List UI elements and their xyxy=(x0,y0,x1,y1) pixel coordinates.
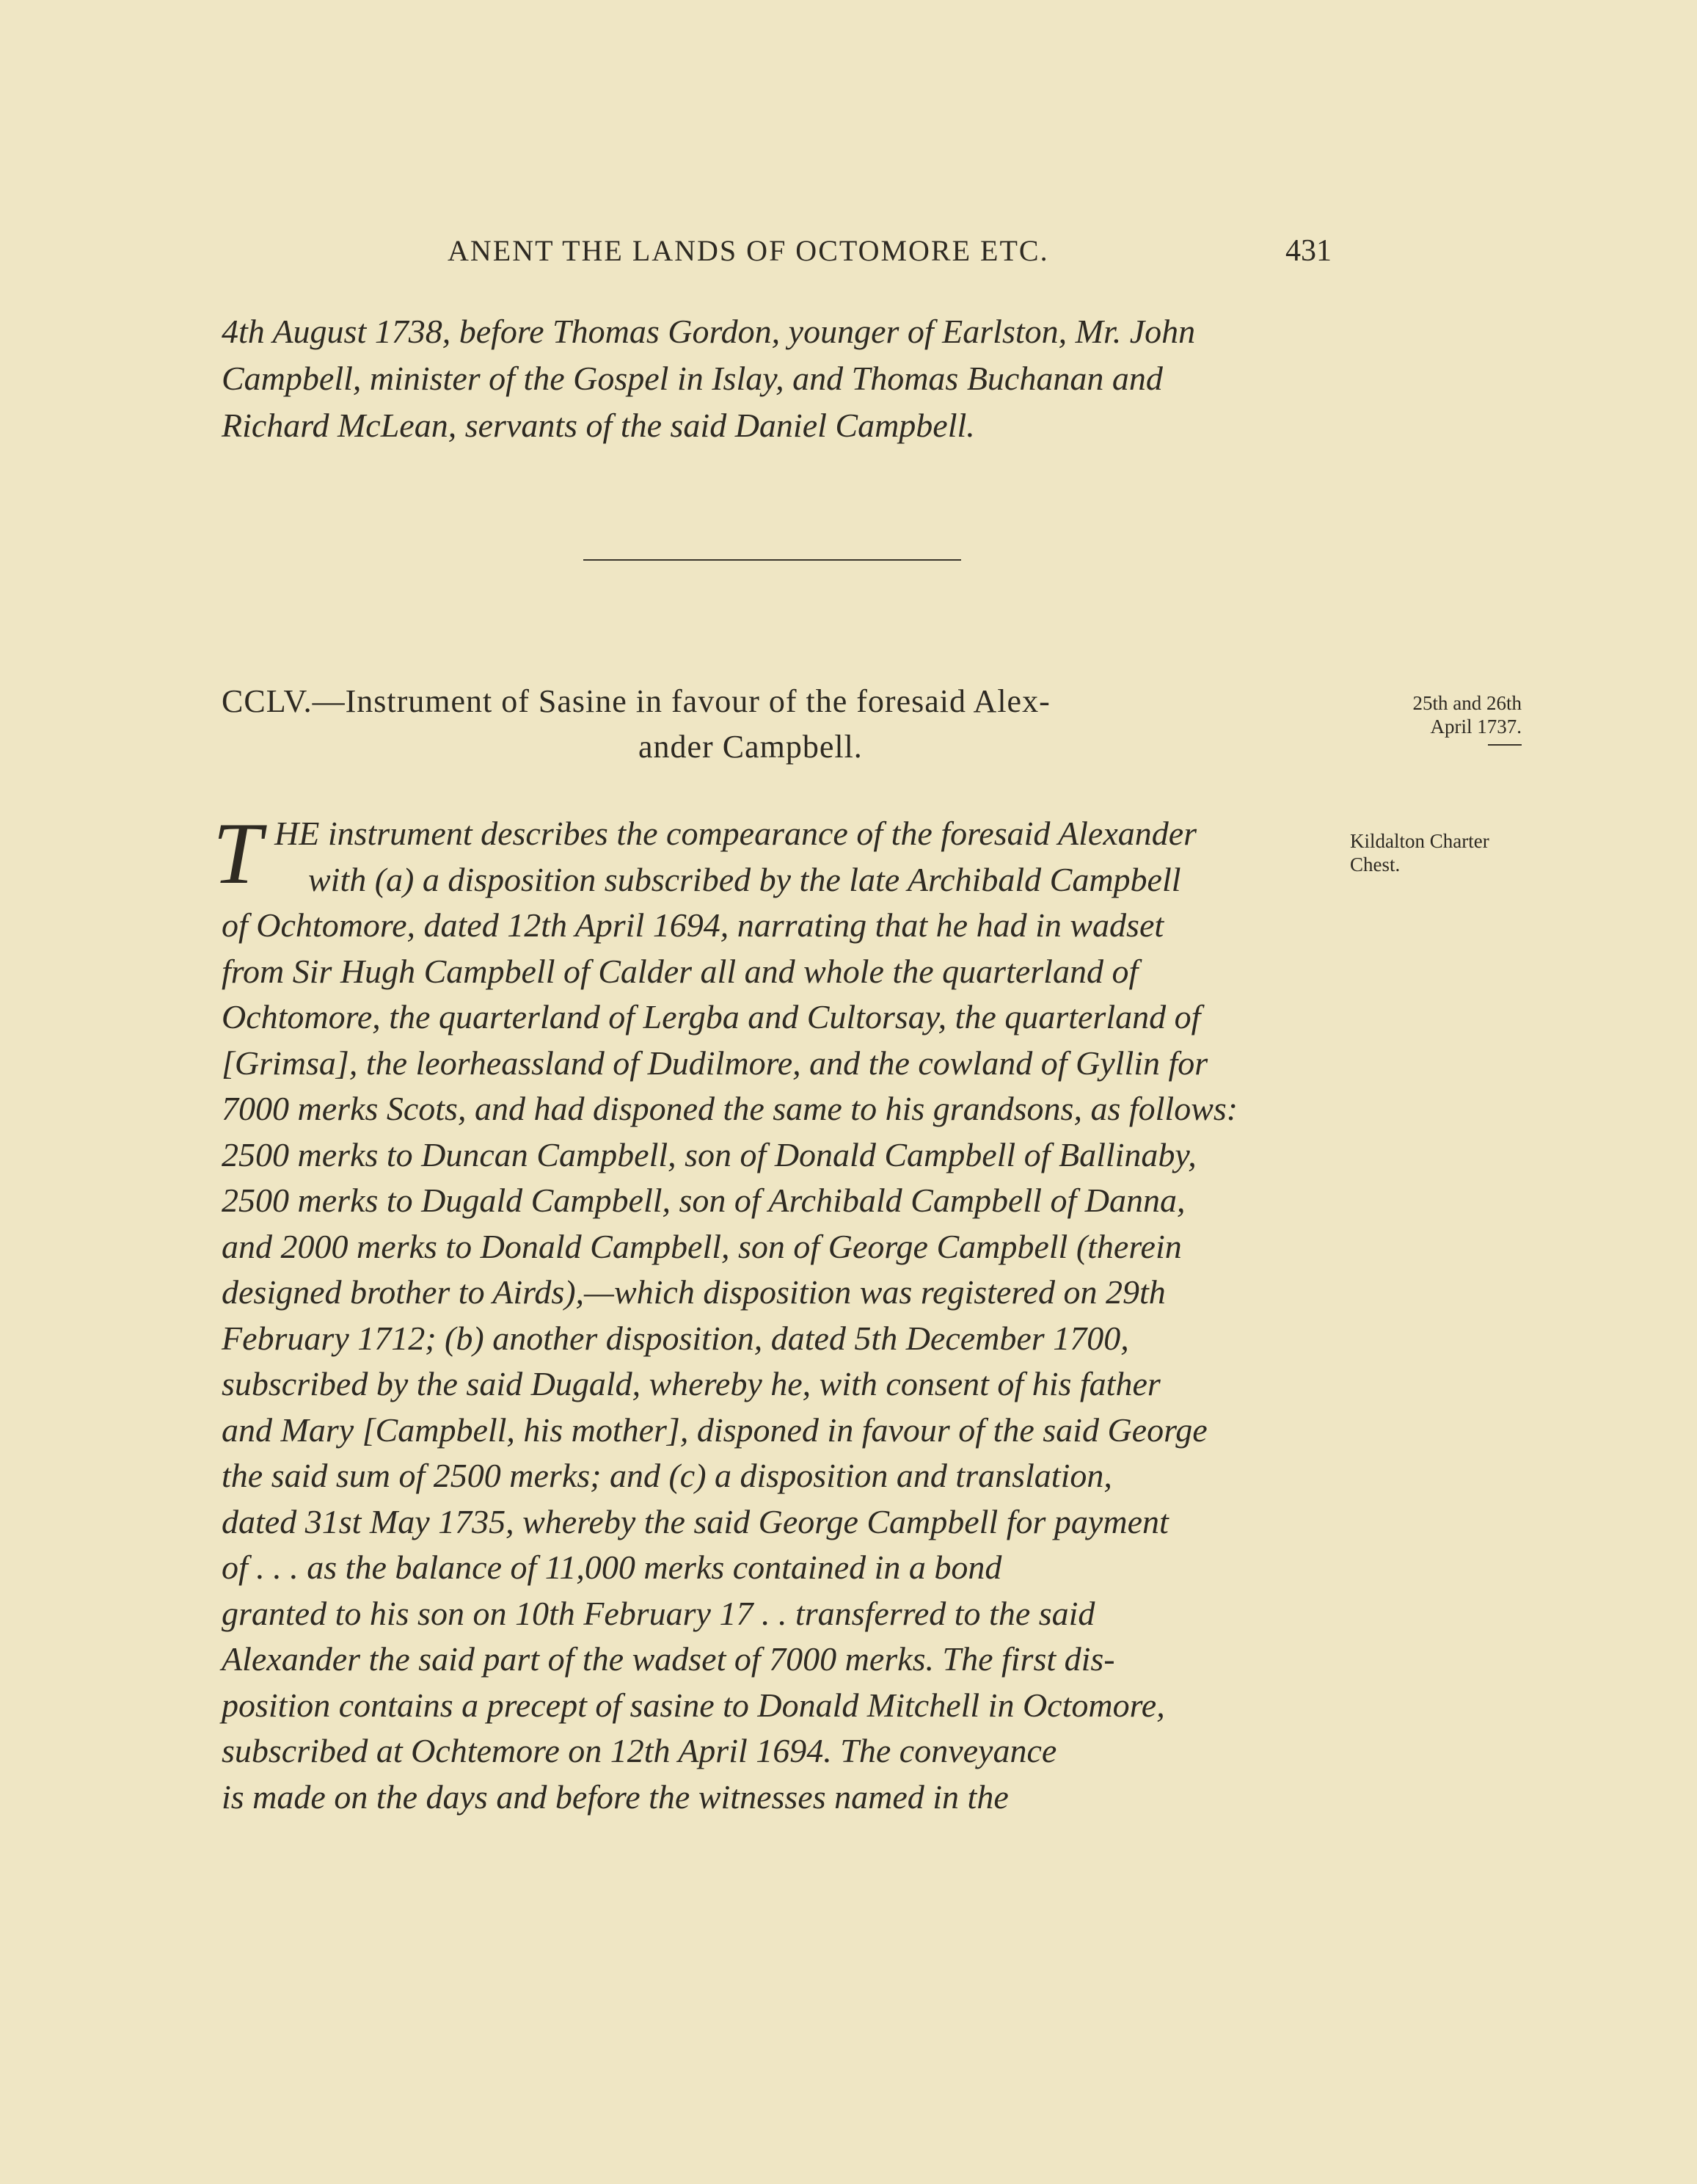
text-line: 2500 merks to Dugald Campbell, son of Archibald Campbell of Danna, xyxy=(222,1182,1186,1219)
text-line: subscribed at Ochtemore on 12th April 1694. The conveyance xyxy=(222,1732,1057,1769)
sidenote-source xyxy=(1350,829,1489,876)
text-line: dated 31st May 1735, whereby the said George Campbell for payment xyxy=(222,1502,1169,1540)
page-number: 431 xyxy=(1285,234,1332,268)
sidenote-line: 25th and 26th xyxy=(1412,692,1522,714)
text-line: position contains a precept of sasine to Donald Mitchell in Octomore, xyxy=(222,1686,1165,1724)
text-line: designed brother to Airds),—which disposition was registered on 29th xyxy=(222,1273,1166,1311)
text-line: is made on the days and before the witnesses named in the xyxy=(222,1777,1009,1816)
text-line: and 2000 merks to Donald Campbell, son of George Campbell (therein xyxy=(222,1227,1182,1265)
heading-line: CCLV.—Instrument of Sasine in favour of the foresaid Alex- xyxy=(222,683,1051,719)
text-line: of . . . as the balance of 11,000 merks contained in a bond xyxy=(222,1548,1002,1586)
text-line: and Mary [Campbell, his mother], disponed in favour of the said George xyxy=(222,1410,1208,1449)
sidenote-date xyxy=(1376,691,1522,746)
text-line: 4th August 1738, before Thomas Gordon, younger of Earlston, Mr. John xyxy=(222,313,1196,350)
text-line: Alexander the said part of the wadset of 7000 merks. The first dis- xyxy=(222,1640,1115,1678)
section-heading xyxy=(222,679,1337,770)
text-line: Campbell, minister of the Gospel in Islay, and Thomas Buchanan and xyxy=(222,360,1163,397)
sidenote-line: Kildalton Charter xyxy=(1350,830,1489,852)
section-body xyxy=(213,804,1337,1820)
text-line: from Sir Hugh Campbell of Calder all and whole the quarterland of xyxy=(222,952,1139,990)
text-line: [Grimsa], the leorheassland of Dudilmore, and the cowland of Gyllin for xyxy=(222,1044,1208,1082)
sidenote-line: Chest. xyxy=(1350,853,1401,876)
text-line: the said sum of 2500 merks; and (c) a disposition and translation, xyxy=(222,1457,1112,1494)
running-title: ANENT THE LANDS OF OCTOMORE ETC. xyxy=(448,234,1049,267)
first-line-text: HE instrument describes the compearance of the foresaid Alexander xyxy=(274,815,1197,852)
text-line: February 1712; (b) another disposition, dated 5th December 1700, xyxy=(222,1319,1129,1357)
text-line: granted to his son on 10th February 17 . . transferred to the said xyxy=(222,1594,1095,1632)
drop-cap: T xyxy=(213,804,262,902)
text-line: 7000 merks Scots, and had disponed the same to his grandsons, as follows: xyxy=(222,1090,1238,1127)
section-divider xyxy=(583,559,961,561)
text-line: 2500 merks to Duncan Campbell, son of Donald Campbell of Ballinaby, xyxy=(222,1135,1197,1173)
sidenote-line: April 1737. xyxy=(1430,716,1522,738)
sidenote-dash xyxy=(1488,744,1522,746)
text-line: Richard McLean, servants of the said Daniel Campbell. xyxy=(222,407,975,444)
heading-line: ander Campbell. xyxy=(638,729,863,765)
text-line: with (a) a disposition subscribed by the late Archibald Campbell xyxy=(308,860,1181,898)
continuation-paragraph xyxy=(222,308,1337,449)
text-line: subscribed by the said Dugald, whereby he, with consent of his father xyxy=(222,1365,1161,1402)
text-line: Ochtomore, the quarterland of Lergba and Cultorsay, the quarterland of xyxy=(222,998,1201,1035)
text-line: of Ochtomore, dated 12th April 1694, narrating that he had in wadset xyxy=(222,906,1164,944)
